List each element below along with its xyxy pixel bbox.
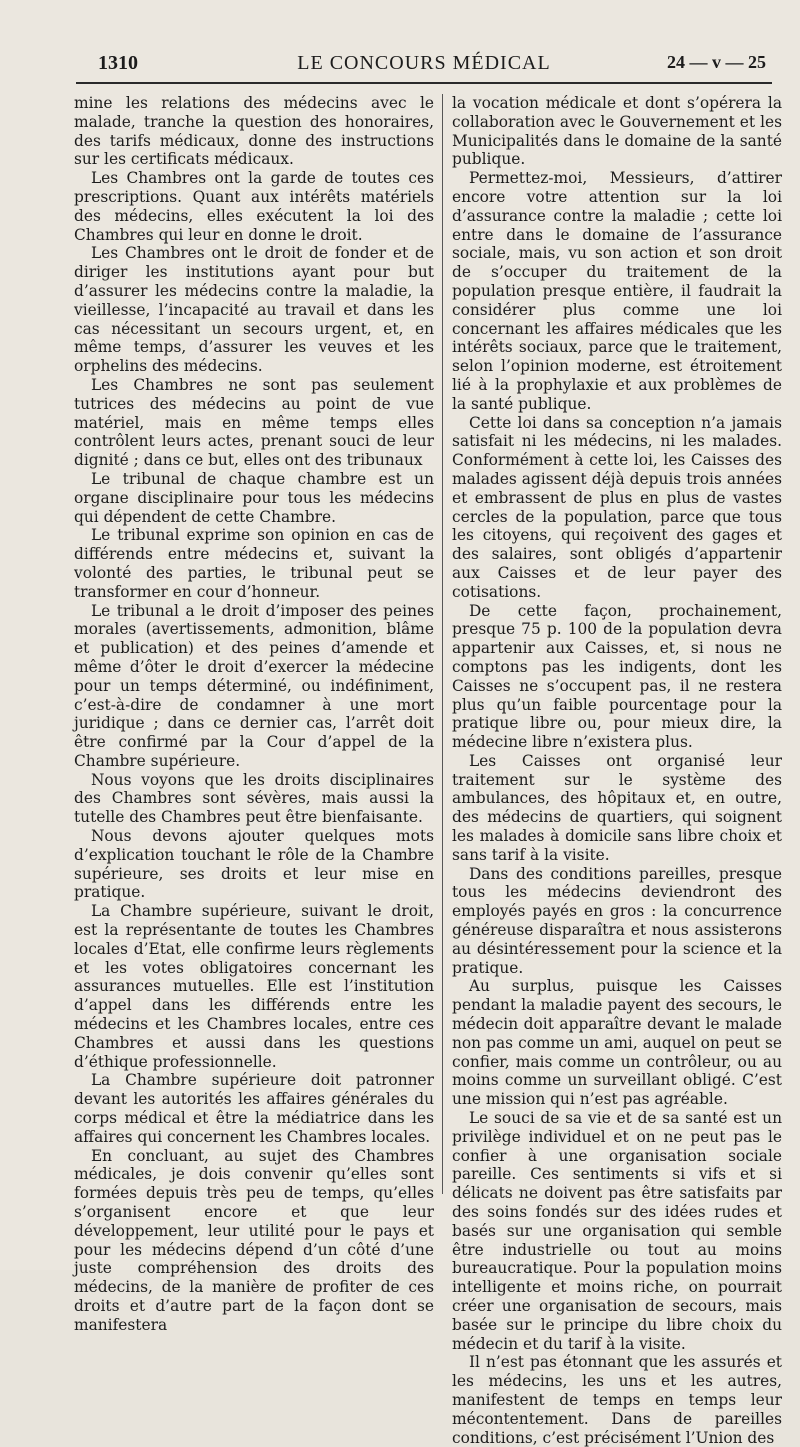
paragraph: Cette loi dans sa conception n’a jamais satisfait ni les médecins, ni les malades. Conformément à cette loi, les Caisses des malades agissent déjà depuis trois années et embrassent de plus en plus de vastes cercles de la population, parce que tous les citoyens, qui reçoivent des gages et des salaires, sont obligés d’appartenir aux Caisses et de leur payer des cotisations. <box>452 413 782 601</box>
paragraph: Le tribunal exprime son opinion en cas de différends entre médecins et, suivant la volonté des parties, le tribunal peut se transformer en cour d’honneur. <box>74 526 434 601</box>
paragraph: Le tribunal a le droit d’imposer des peines morales (avertissements, admonition, blâme et publication) et des peines d’amende et même d’ôter le droit d’exercer la médecine pour un temps déterminé, ou indéfiniment, c’est-à-dire de condamner à une mort juridique ; dans ce dernier cas, l’arrêt doit être confirmé par la Cour d’appel de la Chambre supérieure. <box>74 601 434 770</box>
issue-date: 24 — v — 25 <box>667 52 766 72</box>
left-column <box>74 94 434 1334</box>
paragraph: La Chambre supérieure doit patronner devant les autorités les affaires générales du corps médical et être la médiatrice dans les affaires qui concernent les Chambres locales. <box>74 1071 434 1146</box>
paragraph: mine les relations des médecins avec le malade, tranche la question des honoraires, des tarifs médicaux, donne des instructions sur les certificats médicaux. <box>74 94 434 169</box>
paragraph: la vocation médicale et dont s’opérera la collaboration avec le Gouvernement et les Municipalités dans le domaine de la santé publique. <box>452 94 782 169</box>
paragraph: De cette façon, prochainement, presque 75 p. 100 de la population devra appartenir aux Caisses, et, si nous ne comptons pas les indigents, dont les Caisses ne s’occupent pas, il ne restera plus qu’un faible pourcentage pour la pratique libre ou, pour mieux dire, la médecine libre n’existera plus. <box>452 601 782 752</box>
paragraph: Le souci de sa vie et de sa santé est un privilège individuel et on ne peut pas le confier à une organisation sociale pareille. Ces sentiments si vifs et si délicats ne doivent pas être satisfaits par des soins fondés sur des idées rudes et basés sur une organisation qui semble être industrielle ou tout au moins bureaucratique. Pour la population moins intelligente et moins riche, on pourrait créer une organisation de secours, mais basée sur le principe du libre choix du médecin et du tarif à la visite. <box>452 1109 782 1353</box>
paragraph: Il n’est pas étonnant que les assurés et les médecins, les uns et les autres, manifestent de temps en temps leur mécontentement. Dans de pareilles conditions, c’est précisément l’Union des <box>452 1353 782 1447</box>
paragraph: Nous voyons que les droits disciplinaires des Chambres sont sévères, mais aussi la tutelle des Chambres peut être bienfaisante. <box>74 770 434 827</box>
paragraph: Les Chambres ont la garde de toutes ces prescriptions. Quant aux intérêts matériels des médecins, elles exécutent la loi des Chambres qui leur en donne le droit. <box>74 169 434 244</box>
paragraph: Dans des conditions pareilles, presque tous les médecins deviendront des employés payés en gros : la concurrence généreuse disparaîtra et nous assisterons au désintéressement pour la science et la pratique. <box>452 864 782 977</box>
paragraph: Le tribunal de chaque chambre est un organe disciplinaire pour tous les médecins qui dépendent de cette Chambre. <box>74 469 434 526</box>
journal-title: LE CONCOURS MÉDICAL <box>297 52 551 74</box>
paragraph: Nous devons ajouter quelques mots d’explication touchant le rôle de la Chambre supérieure, ses droits et leur mise en pratique. <box>74 827 434 902</box>
paragraph: Au surplus, puisque les Caisses pendant la maladie payent des secours, le médecin doit apparaître devant le malade non pas comme un ami, auquel on peut se confier, mais comme un contrôleur, ou au moins comme un surveillant obligé. C’est une mission qui n’est pas agréable. <box>452 977 782 1109</box>
paragraph: Les Chambres ont le droit de fonder et de diriger les institutions ayant pour but d’assurer les médecins contre la maladie, la vieillesse, l’incapacité au travail et dans les cas nécessitant un secours urgent, et, en même temps, d’assurer les veuves et les orphelins des médecins. <box>74 244 434 376</box>
page-number: 1310 <box>98 52 138 74</box>
right-column <box>452 94 782 1447</box>
paragraph: Les Caisses ont organisé leur traitement sur le système des ambulances, des hôpitaux et, en outre, des médecins de quartiers, qui soignent les malades à domicile sans libre choix et sans tarif à la visite. <box>452 751 782 864</box>
running-header <box>76 48 772 76</box>
column-divider <box>442 94 443 1194</box>
paragraph: La Chambre supérieure, suivant le droit, est la représentante de toutes les Chambres locales d’Etat, elle confirme leurs règlements et les votes obligatoires concernant les assurances mutuelles. Elle est l’institution d’appel dans les différends entre les médecins et les Chambres locales, entre ces Chambres et aussi dans les questions d’éthique professionnelle. <box>74 902 434 1071</box>
paragraph: En concluant, au sujet des Chambres médicales, je dois convenir qu’elles sont formées depuis très peu de temps, qu’elles s’organisent encore et que leur développement, leur utilité pour le pays et pour les médecins dépend d’un côté d’une juste compréhension des droits des médecins, de la manière de profiter de ces droits et d’autre part de la façon dont se manifestera <box>74 1146 434 1334</box>
header-rule <box>76 82 772 84</box>
paragraph: Permettez-moi, Messieurs, d’attirer encore votre attention sur la loi d’assurance contre la maladie ; cette loi entre dans le domaine de l’assurance sociale, mais, vu son action et son droit de s’occuper du traitement de la population presque entière, il faudrait la considérer plus comme une loi concernant les affaires médicales que les intérêts sociaux, parce que le traitement, selon l’opinion moderne, est étroitement lié à la prophylaxie et aux problèmes de la santé publique. <box>452 169 782 413</box>
paragraph: Les Chambres ne sont pas seulement tutrices des médecins au point de vue matériel, mais en même temps elles contrôlent leurs actes, prenant souci de leur dignité ; dans ce but, elles ont des tribunaux <box>74 375 434 470</box>
